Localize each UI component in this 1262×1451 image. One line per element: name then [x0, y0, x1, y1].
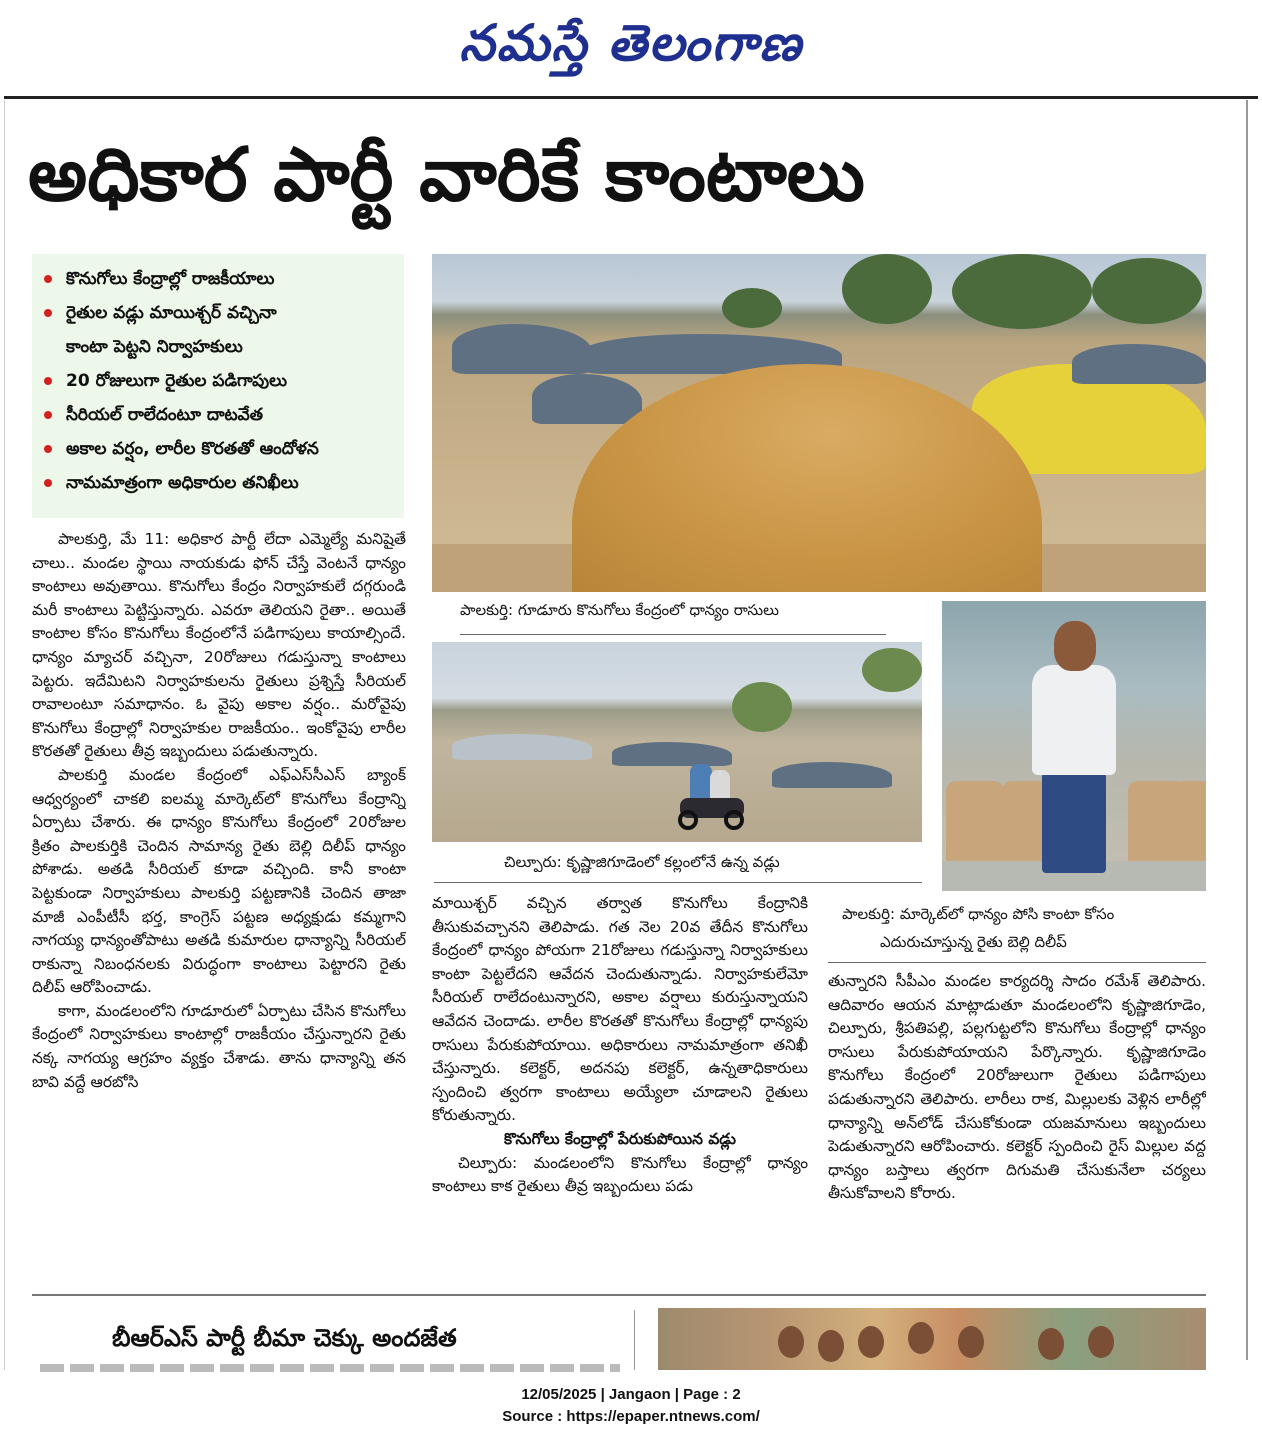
article-column-2 — [432, 892, 808, 1284]
teaser-headline: బీఆర్ఎస్ పార్టీ బీమా చెక్కు అందజేత — [112, 1324, 457, 1352]
highlight-item: రైతుల వడ్లు మాయిశ్చర్ వచ్చినా — [44, 296, 394, 330]
page-border-right — [1246, 100, 1248, 1360]
masthead-title: నమస్తే తెలంగాణ — [459, 13, 803, 72]
bullet-icon — [44, 445, 52, 453]
article-paragraph: మాయిశ్చర్ వచ్చిన తర్వాత కొనుగోలు కేంద్రానికి తీసుకువచ్చానని తెలిపాడు. గత నెల 20వ తేదీన కొనుగోలు కేంద్రంలో ధాన్యం పోయగా 21రోజులు గడుస్తున్నా నిర్వాహకులు కాంటా పెట్టలేదని ఆవేదన చెందుతున్నాడు. నిర్వాహకులేమో సీరియల్ రాలేదంటున్నారని, అకాల వర్షాలు కురుస్తున్నాయని ఆవేదన చెందాడు. లారీల కొరతతో కొనుగోలు కేంద్రాల్లో ధాన్యపు రాసులు పేరుకుపోయాయి. అధికారులు నామమాత్రంగా తనిఖీ చేస్తున్నారు. కలెక్టర్, అదనపు కలెక్టర్, ఉన్నతాధికారులు స్పందించి త్వరగా కాంటాలు అయ్యేలా చూడాలని రైతులు కోరుతున్నారు. — [432, 894, 808, 1125]
main-photo-grain-heaps — [432, 254, 1206, 592]
farmer-photo-caption-line1: పాలకుర్తి: మార్కెట్‌లో ధాన్యం పోసి కాంటా కోసం — [842, 905, 1115, 923]
article-paragraph: పాలకుర్తి, మే 11: అధికార పార్టీ లేదా ఎమ్మెల్యే మనిషైతే చాలు.. మండల స్థాయి నాయకుడు ఫోన్ చేస్తే వెంటనే ధాన్యం కాంటాలు అవుతాయి. కొనుగోలు కేంద్రం నిర్వాహకులే దగ్గరుండి మరీ కాంటాలు పెట్టిస్తున్నారు. ఎవరూ తెలియని రైతా.. అయితే కాంటాల కోసం కొనుగోలు కేంద్రంలోనే పడిగాపులు కాయాల్సిందే. ధాన్యం మ్యాచర్ వచ్చినా, 20రోజులు గడుస్తున్నా కాంటాలు పెట్టరు. ఇదేమిటని నిర్వాహకులను రైతులు ప్రశ్నిస్తే సీరియల్ రావాలంటూ సమాధానం. ఓ వైపు అకాల వర్షం.. మరోవైపు కొనుగోలు కేంద్రాల్లో నిర్వాహకుల రాజకీయం.. ఇంకోవైపు లారీల కొరతతో రైతులు తీవ్ర ఇబ్బందులు పడుతున్నారు. — [32, 530, 406, 761]
bullet-icon — [44, 309, 52, 317]
caption-rule — [828, 962, 1206, 963]
main-photo-caption: పాలకుర్తి: గూడూరు కొనుగోలు కేంద్రంలో ధాన్యం రాసులు — [460, 601, 779, 619]
footer-source-link[interactable]: Source : https://epaper.ntnews.com/ — [502, 1408, 760, 1425]
caption-rule — [434, 882, 922, 883]
footer-date-edition: 12/05/2025 | Jangaon | Page : 2 — [521, 1386, 741, 1403]
highlights-box — [32, 254, 404, 518]
article-paragraph: కాగా, మండలంలోని గూడూరులో ఏర్పాటు చేసిన కొనుగోలు కేంద్రంలో నిర్వాహకులు కాంటాల్లో రాజకీయం చేస్తున్నారని రైతు నక్క నాగయ్య ఆగ్రహం వ్యక్తం చేశాడు. తాను ధాన్యాన్ని తన బావి వద్దే ఆరబోసి — [32, 1001, 406, 1091]
caption-rule — [460, 634, 886, 635]
footer — [0, 1384, 1262, 1428]
headline: అధికార పార్టీ వారికే కాంటాలు — [28, 132, 865, 218]
field-photo-caption: చిల్పూరు: కృష్ణాజిగూడెంలో కల్లంలోనే ఉన్న వడ్లు — [504, 853, 780, 871]
trees-background — [432, 254, 1206, 324]
field-photo — [432, 642, 922, 842]
highlight-item: 20 రోజులుగా రైతుల పడిగాపులు — [44, 364, 394, 398]
section-divider — [32, 1294, 1206, 1296]
motorbike-riders — [672, 760, 752, 830]
teaser-text-cropped — [40, 1364, 620, 1372]
farmer-photo — [942, 601, 1206, 891]
article-column-1 — [32, 528, 406, 1282]
bullet-icon — [44, 411, 52, 419]
highlight-item-continued: కాంటా పెట్టని నిర్వాహకులు — [66, 337, 243, 357]
bullet-icon — [44, 275, 52, 283]
masthead-rule — [4, 96, 1258, 99]
article-subhead: కొనుగోలు కేంద్రాల్లో పేరుకుపోయిన వడ్లు — [503, 1129, 736, 1148]
highlight-item: కొనుగోలు కేంద్రాల్లో రాజకీయాలు — [44, 262, 394, 296]
farmer-photo-caption-line2: ఎదురుచూస్తున్న రైతు బెల్లి దిలీప్ — [880, 933, 1067, 951]
teaser-photo — [658, 1308, 1206, 1370]
article-column-3 — [828, 970, 1206, 1280]
article-paragraph: తున్నారని సీపీఎం మండల కార్యదర్శి సాదం రమేశ్ తెలిపారు. ఆదివారం ఆయన మాట్లాడుతూ మండలంలోని కృష్ణాజిగూడెం, చిల్పూరు, శ్రీపతిపల్లి, పల్లగుట్టలోని కొనుగోలు కేంద్రాల్లో ధాన్యం రాసులు పేరుకుపోయాయని పేర్కొన్నారు. కృష్ణాజిగూడెం కొనుగోలు కేంద్రంలో 20రోజులుగా రైతులు పడిగాపులు పడుతున్నారని తెలిపారు. లారీలు రాక, మిల్లులకు వెళ్లిన లారీల్లో ధాన్యాన్ని అన్‌లోడ్ చేసుకోకుండా యజమానులు ఇబ్బందులు పెడుతున్నారని ఆరోపించారు. కలెక్టర్ స్పందించి రైస్ మిల్లుల వద్ద ధాన్యం బస్తాలు త్వరగా దిగుమతి చేసుకునేలా చర్యలు తీసుకోవాలని కోరారు. — [828, 972, 1206, 1203]
highlight-item: నామమాత్రంగా అధికారుల తనిఖీలు — [44, 466, 394, 500]
masthead — [0, 8, 1262, 78]
grain-pile — [572, 364, 1042, 592]
highlight-item: సీరియల్ రాలేదంటూ దాటవేత — [44, 398, 394, 432]
teaser-divider — [634, 1310, 635, 1370]
page-border-left — [4, 100, 5, 1370]
article-paragraph: చిల్పూరు: మండలంలోని కొనుగోలు కేంద్రాల్లో ధాన్యం కాంటాలు కాక రైతులు తీవ్ర ఇబ్బందులు పడు — [432, 1153, 808, 1196]
highlight-item: అకాల వర్షం, లారీల కొరతతో ఆందోళన — [44, 432, 394, 466]
bullet-icon — [44, 479, 52, 487]
article-paragraph: పాలకుర్తి మండల కేంద్రంలో ఎఫ్ఎస్‌సీఎస్ బ్యాంక్ ఆధ్వర్యంలో చాకలి ఐలమ్మ మార్కెట్‌లో కొనుగోలు కేంద్రాన్ని ఏర్పాటు చేశారు. ఈ ధాన్యం కొనుగోలు కేంద్రంలో 20రోజుల క్రితం పాలకుర్తికి చెందిన సామాన్య రైతు బెల్లి దిలీప్ ధాన్యం పోశాడు. అతడి సీరియల్ కూడా వచ్చింది. కానీ కాంటా పెట్టకుండా నిర్వాహకులు పాలకుర్తి పట్టణానికి చెందిన తాజా మాజీ ఎంపీటీసీ భర్త, కాంగ్రెస్ పట్టణ అధ్యక్షుడు కమ్మగాని నాగయ్య ధాన్యంతోపాటు అతడి కుమారుల ధాన్యాన్ని సీరియల్ రాకున్నా నిబంధనలకు విరుద్ధంగా కాంటాలు పెట్టారని రైతు దిలీప్ ఆరోపించాడు. — [32, 765, 406, 997]
bullet-icon — [44, 377, 52, 385]
